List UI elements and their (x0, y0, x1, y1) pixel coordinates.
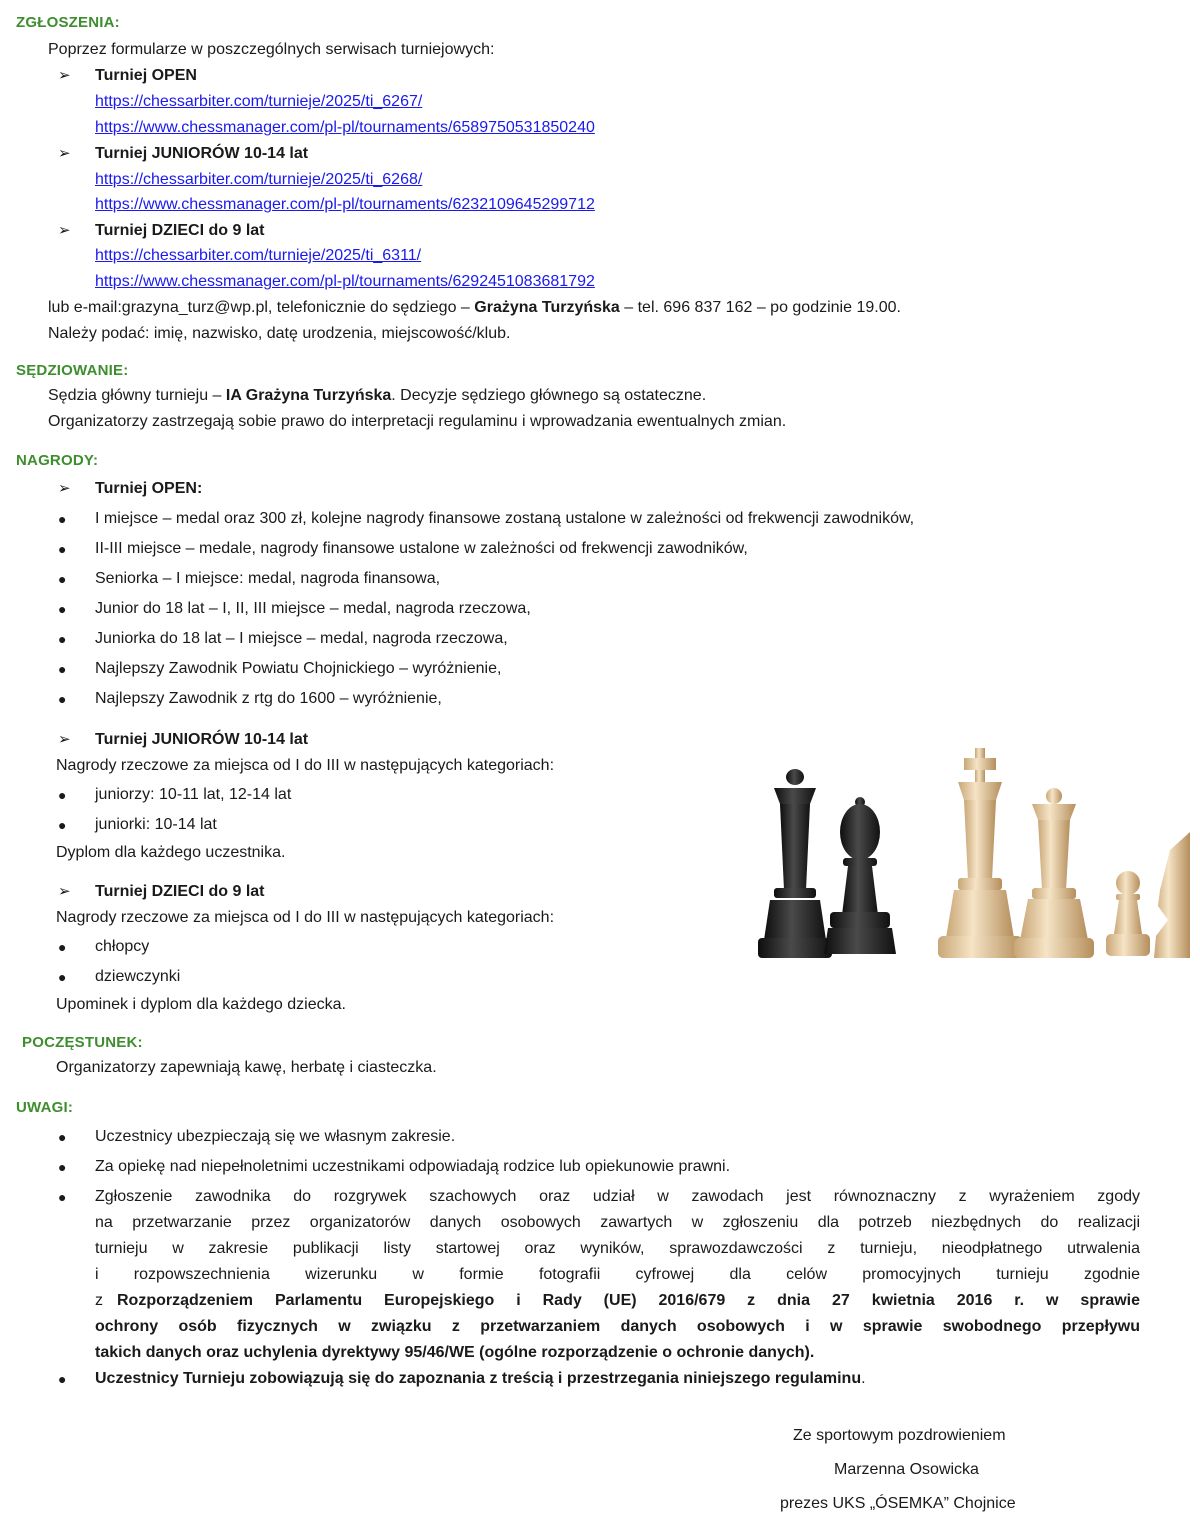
bullet-icon: ● (58, 939, 67, 955)
prizes-junior-title: Turniej JUNIORÓW 10-14 lat (95, 731, 309, 748)
prizes-kids-intro: Nagrody rzeczowe za miejsca od I do III w następujących kategoriach: (56, 909, 555, 926)
arrow-bullet-icon: ➢ (58, 145, 71, 162)
arrow-bullet-icon: ➢ (58, 67, 71, 84)
bullet-icon: ● (58, 571, 67, 587)
signature-greeting: Ze sportowym pozdrowieniem (793, 1427, 1006, 1444)
section-heading-poczestunek: POCZĘSTUNEK: (22, 1034, 143, 1051)
contact-line (48, 298, 901, 318)
bullet-icon: ● (58, 817, 67, 833)
white-knight-icon (1154, 832, 1190, 958)
prizes-kids-title: Turniej DZIECI do 9 lat (95, 883, 265, 900)
white-king-icon (938, 748, 1022, 958)
organizers-rights: Organizatorzy zastrzegają sobie prawo do interpretacji regulaminu i wprowadzania ewentualnych zmian. (48, 413, 787, 430)
link-kids-chessmanager[interactable]: https://www.chessmanager.com/pl-pl/tournaments/6292451083681792 (95, 273, 595, 290)
gdpr-regulation-line: takich danych oraz uchylenia dyrektywy 95/46/WE (ogólne rozporządzenie o ochronie danych). (95, 1344, 815, 1361)
judge-name: IA Grażyna Turzyńska (225, 387, 392, 404)
prizes-kids-note: Upominek i dyplom dla każdego dziecka. (56, 996, 346, 1013)
prize-item: Juniorka do 18 lat – I miejsce – medal, nagroda rzeczowa, (95, 630, 508, 647)
gdpr-regulation-line: ochrony osób fizycznych w związku z przetwarzaniem danych osobowych i w sprawie swobodnego przepływu (95, 1318, 1140, 1335)
link-junior-chessmanager[interactable]: https://www.chessmanager.com/pl-pl/tournaments/6232109645299712 (95, 196, 595, 213)
bullet-icon: ● (58, 601, 67, 617)
arrow-bullet-icon: ➢ (58, 222, 71, 239)
chess-pieces-photo (750, 740, 1190, 970)
tournament-open-title: Turniej OPEN (95, 67, 197, 84)
judge-line (48, 386, 706, 406)
prizes-junior-intro: Nagrody rzeczowe za miejsca od I do III w następujących kategoriach: (56, 757, 555, 774)
prize-item: II-III miejsce – medale, nagrody finansowe ustalone w zależności od frekwencji zawodników, (95, 540, 748, 557)
bullet-icon: ● (58, 1159, 67, 1175)
remark-consent-line: turnieju w zakresie publikacji listy startowej oraz wyników, sprawozdawczości z turnieju, nieodpłatnego utrwalenia (95, 1240, 1140, 1257)
arrow-bullet-icon: ➢ (58, 480, 71, 497)
section-heading-zgloszenia: ZGŁOSZENIA: (16, 14, 120, 31)
section-heading-nagrody: NAGRODY: (16, 452, 99, 469)
judge-text: Sędzia główny turnieju – (48, 387, 222, 404)
signature-role: prezes UKS „ÓSEMKA” Chojnice (780, 1495, 1016, 1512)
bullet-icon: ● (58, 1189, 67, 1205)
remark-consent-line: i rozpowszechnienia wizerunku w formie fotografii cyfrowej dla celów promocyjnych turnieju zgodnie (95, 1266, 1140, 1283)
signature-name: Marzenna Osowicka (834, 1461, 979, 1478)
remark-guardians: Za opiekę nad niepełnoletnimi uczestnikami odpowiadają rodzice lub opiekunowie prawni. (95, 1158, 731, 1175)
remark-insurance: Uczestnicy ubezpieczają się we własnym zakresie. (95, 1128, 456, 1145)
bullet-icon: ● (58, 1371, 67, 1387)
black-bishop-icon (824, 797, 896, 954)
prize-category: dziewczynki (95, 968, 181, 985)
link-open-chessarbiter[interactable]: https://chessarbiter.com/turnieje/2025/ti_6267/ (95, 93, 423, 110)
refreshments-text: Organizatorzy zapewniają kawę, herbatę i ciasteczka. (56, 1059, 437, 1076)
arrow-bullet-icon: ➢ (58, 731, 71, 748)
remark-consent-z: z (95, 1292, 103, 1309)
remark-rules-text: Uczestnicy Turnieju zobowiązują się do zapoznania z treścią i przestrzegania niniejszego regulaminu (95, 1370, 862, 1387)
bullet-icon: ● (58, 511, 67, 527)
prizes-junior-note: Dyplom dla każdego uczestnika. (56, 844, 286, 861)
tournament-kids-title: Turniej DZIECI do 9 lat (95, 222, 265, 239)
section-heading-sedziowanie: SĘDZIOWANIE: (16, 362, 129, 379)
contact-name: Grażyna Turzyńska (474, 299, 620, 316)
bullet-icon: ● (58, 661, 67, 677)
bullet-icon: ● (58, 691, 67, 707)
prize-category: chłopcy (95, 938, 150, 955)
white-queen-icon (1014, 788, 1094, 958)
arrow-bullet-icon: ➢ (58, 883, 71, 900)
tournament-junior-title: Turniej JUNIORÓW 10-14 lat (95, 145, 309, 162)
link-open-chessmanager[interactable]: https://www.chessmanager.com/pl-pl/tournaments/6589750531850240 (95, 119, 595, 136)
remark-rules (95, 1369, 866, 1389)
bullet-icon: ● (58, 631, 67, 647)
remark-consent-line: na przetwarzanie przez organizatorów danych osobowych zawartych w zgłoszeniu dla potrzeb niezbędnych do realizacji (95, 1214, 1140, 1231)
bullet-icon: ● (58, 1129, 67, 1145)
prize-item: Seniorka – I miejsce: medal, nagroda finansowa, (95, 570, 441, 587)
prize-category: juniorki: 10-14 lat (95, 816, 217, 833)
bullet-icon: ● (58, 969, 67, 985)
bullet-icon: ● (58, 787, 67, 803)
remark-rules-period: . (861, 1370, 866, 1387)
contact-phone: – tel. 696 837 162 – po godzinie 19.00. (624, 299, 901, 316)
link-kids-chessarbiter[interactable]: https://chessarbiter.com/turnieje/2025/ti_6311/ (95, 247, 422, 264)
prize-item: Najlepszy Zawodnik z rtg do 1600 – wyróżnienie, (95, 690, 442, 707)
prizes-open-title: Turniej OPEN: (95, 480, 203, 497)
contact-text: lub e-mail:grazyna_turz@wp.pl, telefonicznie do sędziego – (48, 299, 470, 316)
bullet-icon: ● (58, 541, 67, 557)
required-info: Należy podać: imię, nazwisko, datę urodzenia, miejscowość/klub. (48, 325, 511, 342)
white-pawn-icon (1106, 871, 1150, 956)
prize-item: Junior do 18 lat – I, II, III miejsce – medal, nagroda rzeczowa, (95, 600, 531, 617)
prize-item: Najlepszy Zawodnik Powiatu Chojnickiego – wyróżnienie, (95, 660, 502, 677)
zgloszenia-intro: Poprzez formularze w poszczególnych serwisach turniejowych: (48, 41, 495, 58)
section-heading-uwagi: UWAGI: (16, 1099, 74, 1116)
prize-item: I miejsce – medal oraz 300 zł, kolejne nagrody finansowe zostaną ustalone w zależności od frekwencji zawodników, (95, 510, 915, 527)
gdpr-regulation-line: Rozporządzeniem Parlamentu Europejskiego i Rady (UE) 2016/679 z dnia 27 kwietnia 2016 r. w sprawie (117, 1292, 1140, 1309)
remark-consent-line: Zgłoszenie zawodnika do rozgrywek szachowych oraz udział w zawodach jest równoznaczny z wyrażeniem zgody (95, 1188, 1140, 1205)
prize-category: juniorzy: 10-11 lat, 12-14 lat (95, 786, 292, 803)
judge-decision: . Decyzje sędziego głównego są ostateczne. (391, 387, 707, 404)
black-queen-icon (758, 769, 832, 958)
link-junior-chessarbiter[interactable]: https://chessarbiter.com/turnieje/2025/ti_6268/ (95, 171, 423, 188)
